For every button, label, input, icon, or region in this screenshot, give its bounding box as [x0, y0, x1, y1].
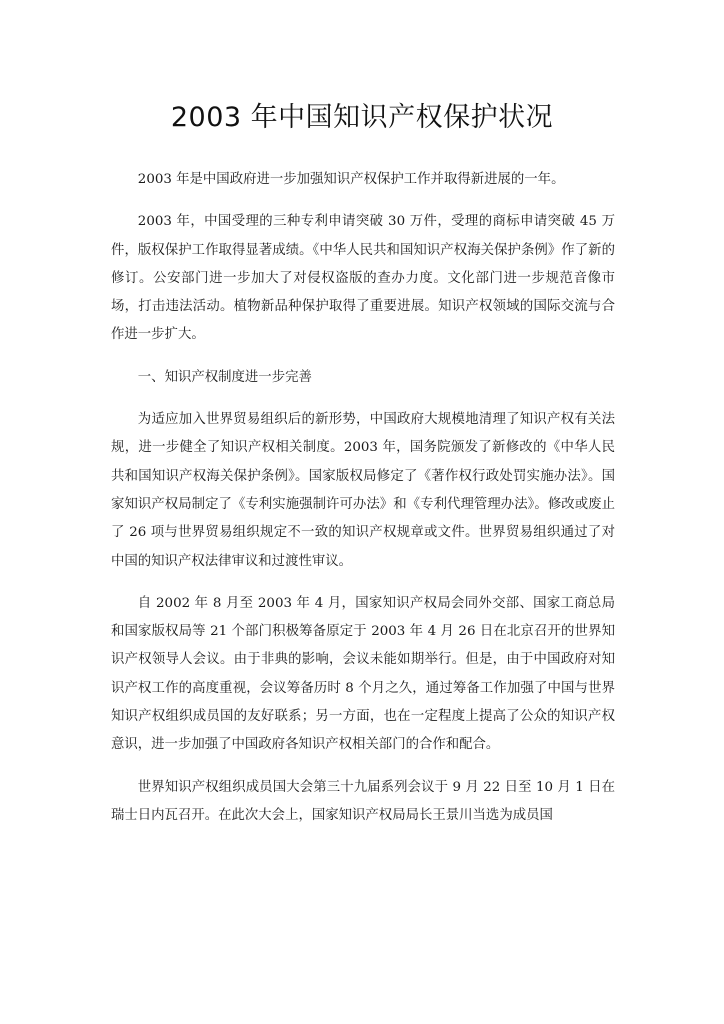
document-body [111, 166, 615, 830]
paragraph-spacer [111, 350, 615, 364]
intro-paragraph: 2003 年是中国政府进一步加强知识产权保护工作并取得新进展的一年。 [137, 172, 565, 187]
section-heading: 一、知识产权制度进一步完善 [137, 369, 312, 385]
paragraph-spacer [111, 392, 615, 406]
document-title: 2003 年中国知识产权保护状况 [170, 102, 554, 133]
paragraph-spacer [111, 194, 615, 208]
body-paragraph: 自 2002 年 8 月至 2003 年 4 月，国家知识产权局会同外交部、国家工商总局和国家版权局等 21 个部门积极筹备原定于 2003 年 4 月 26 日在北京召开的世界知识产权领导人会议。由于非典的影响，会议未能如期举行。但是，由于中国政府对知识产权工作的高度重视，会议筹备历时 8 个月之久，通过筹备工作加强了中国与世界知识产权组织成员国的友好联系；另一方面，也在一定程度上提高了公众的知识产权意识，进一步加强了中国政府各知识产权相关部门的合作和配合。 [111, 595, 615, 753]
paragraph-spacer [111, 576, 615, 590]
body-paragraph: 世界知识产权组织成员国大会第三十九届系列会议于 9 月 22 日至 10 月 1 日在瑞士日内瓦召开。在此次大会上，国家知识产权局局长王景川当选为成员国 [111, 779, 615, 823]
summary-paragraph: 2003 年，中国受理的三种专利申请突破 30 万件，受理的商标申请突破 45 万件，版权保护工作取得显著成绩。《中华人民共和国知识产权海关保护条例》作了新的修订。公安部门进一步加大了对侵权盗版的查办力度。文化部门进一步规范音像市场，打击违法活动。植物新品种保护取得了重要进展。知识产权领域的国际交流与合作进一步扩大。 [111, 214, 615, 343]
body-paragraph: 为适应加入世界贸易组织后的新形势，中国政府大规模地清理了知识产权有关法规，进一步健全了知识产权相关制度。2003 年，国务院颁发了新修改的《中华人民共和国知识产权海关保护条例》。国家版权局修定了《著作权行政处罚实施办法》。国家知识产权局制定了《专利实施强制许可办法》和《专利代理管理办法》。修改或废止了 26 项与世界贸易组织规定不一致的知识产权规章或文件。世界贸易组织通过了对中国的知识产权法律审议和过渡性审议。 [111, 412, 615, 569]
paragraph-spacer [111, 760, 615, 774]
